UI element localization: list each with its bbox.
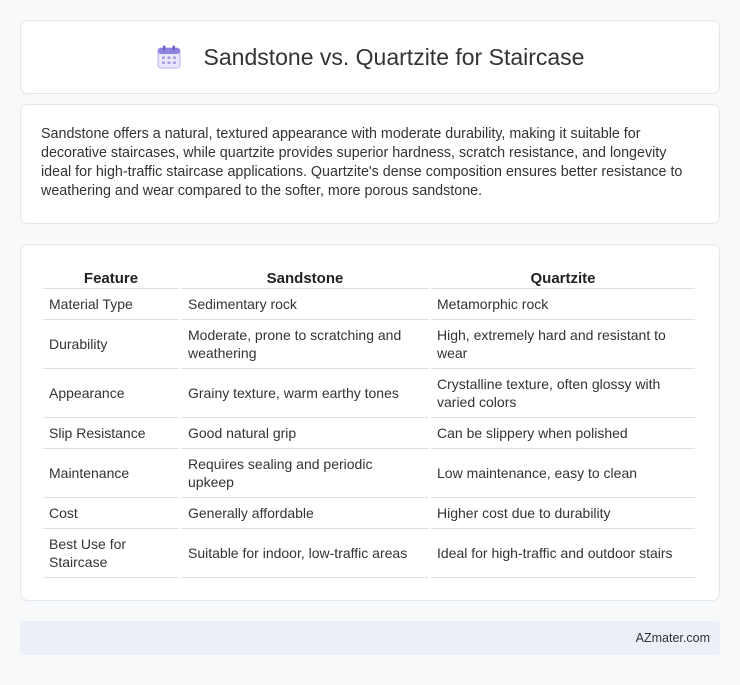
calendar-icon [156, 44, 182, 70]
footer-brand: AZmater.com [635, 631, 710, 645]
sandstone-cell: Good natural grip [182, 418, 428, 449]
header-sandstone: Sandstone [182, 267, 428, 289]
quartzite-cell: Metamorphic rock [431, 289, 695, 320]
comparison-table [40, 267, 698, 578]
footer [20, 621, 720, 655]
table-header-row [43, 267, 695, 289]
feature-cell: Material Type [43, 289, 179, 320]
table-row [43, 369, 695, 418]
title-card [20, 20, 720, 94]
summary-card [20, 104, 720, 224]
sandstone-cell: Requires sealing and periodic upkeep [182, 449, 428, 498]
table-row [43, 289, 695, 320]
summary-text: Sandstone offers a natural, textured appearance with moderate durability, making it suitable for decorative staircases, while quartzite provides superior hardness, scratch resistance, and longevity ideal for high-traffic staircase applications. Quartzite's dense composition ensures better resistance to weathering and wear compared to the softer, more porous sandstone. [41, 126, 683, 199]
table-row [43, 529, 695, 578]
header-feature: Feature [43, 267, 179, 289]
feature-cell: Maintenance [43, 449, 179, 498]
quartzite-cell: Can be slippery when polished [431, 418, 695, 449]
quartzite-cell: Low maintenance, easy to clean [431, 449, 695, 498]
feature-cell: Appearance [43, 369, 179, 418]
comparison-table-card [20, 244, 720, 601]
table-row [43, 498, 695, 529]
feature-cell: Cost [43, 498, 179, 529]
sandstone-cell: Moderate, prone to scratching and weathering [182, 320, 428, 369]
quartzite-cell: Crystalline texture, often glossy with varied colors [431, 369, 695, 418]
table-row [43, 449, 695, 498]
header-quartzite: Quartzite [431, 267, 695, 289]
feature-cell: Durability [43, 320, 179, 369]
table-row [43, 320, 695, 369]
sandstone-cell: Generally affordable [182, 498, 428, 529]
quartzite-cell: Ideal for high-traffic and outdoor stairs [431, 529, 695, 578]
sandstone-cell: Suitable for indoor, low-traffic areas [182, 529, 428, 578]
page-title: Sandstone vs. Quartzite for Staircase [203, 43, 585, 70]
feature-cell: Best Use for Staircase [43, 529, 179, 578]
table-row [43, 418, 695, 449]
feature-cell: Slip Resistance [43, 418, 179, 449]
sandstone-cell: Grainy texture, warm earthy tones [182, 369, 428, 418]
quartzite-cell: Higher cost due to durability [431, 498, 695, 529]
quartzite-cell: High, extremely hard and resistant to wear [431, 320, 695, 369]
sandstone-cell: Sedimentary rock [182, 289, 428, 320]
